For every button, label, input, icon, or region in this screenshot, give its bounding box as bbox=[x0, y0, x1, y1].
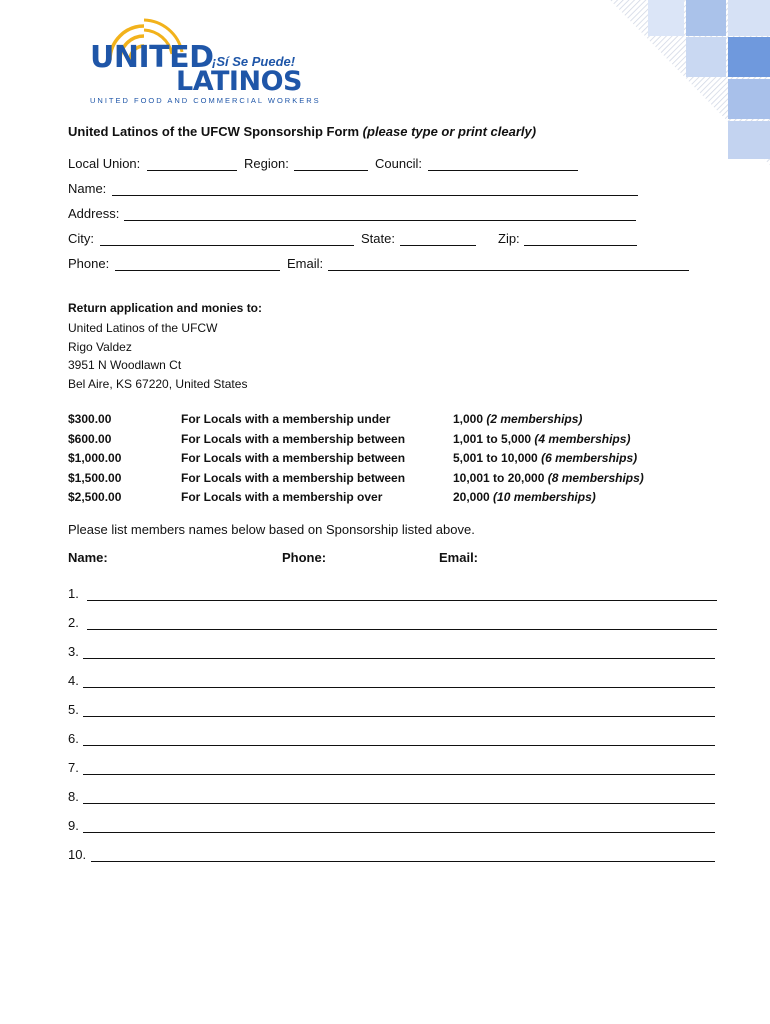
form-title-text: United Latinos of the UFCW Sponsorship Form bbox=[68, 124, 360, 139]
address-field[interactable] bbox=[124, 220, 636, 221]
members-header-name: Name: bbox=[68, 550, 108, 565]
members-instruction: Please list members names below based on Sponsorship listed above. bbox=[68, 522, 475, 537]
tier-description: For Locals with a membership over bbox=[181, 490, 383, 504]
tier-price: $300.00 bbox=[68, 412, 112, 426]
members-header-phone: Phone: bbox=[282, 550, 327, 565]
tier-range: 10,001 to 20,000 (8 memberships) bbox=[453, 470, 644, 485]
tier-price: $1,000.00 bbox=[68, 451, 122, 465]
tier-price: $600.00 bbox=[68, 431, 112, 446]
corner-decoration bbox=[600, 0, 770, 170]
member-row-number: 1. bbox=[68, 586, 79, 601]
member-row-line[interactable] bbox=[83, 832, 715, 833]
tier-price: $2,500.00 bbox=[68, 490, 122, 504]
tier-range: 1,000 (2 memberships) bbox=[453, 412, 583, 426]
united-latinos-logo bbox=[90, 12, 321, 107]
member-row-line[interactable] bbox=[83, 774, 715, 775]
members-header-email: Email: bbox=[439, 550, 479, 565]
region-label: Region: bbox=[244, 156, 289, 171]
member-row-number: 9. bbox=[68, 818, 79, 833]
tier-price: $1,500.00 bbox=[68, 470, 122, 485]
member-row-line[interactable] bbox=[83, 687, 715, 688]
form-title bbox=[68, 124, 536, 139]
return-line: 3951 N Woodlawn Ct bbox=[68, 358, 182, 372]
email-field[interactable] bbox=[328, 270, 689, 271]
address-label: Address: bbox=[68, 206, 120, 221]
return-line: Rigo Valdez bbox=[68, 339, 132, 354]
member-row-number: 5. bbox=[68, 702, 79, 717]
member-row-number: 7. bbox=[68, 760, 79, 775]
return-line: United Latinos of the UFCW bbox=[68, 321, 218, 335]
member-row-line[interactable] bbox=[83, 716, 715, 717]
member-row-number: 10. bbox=[68, 847, 87, 862]
tier-range: 5,001 to 10,000 (6 memberships) bbox=[453, 451, 638, 465]
zip-label: Zip: bbox=[498, 231, 520, 246]
city-label: City: bbox=[68, 231, 94, 246]
phone-field[interactable] bbox=[115, 270, 280, 271]
member-row-number: 6. bbox=[68, 731, 79, 746]
return-heading: Return application and monies to: bbox=[68, 301, 263, 315]
tier-description: For Locals with a membership between bbox=[181, 470, 406, 485]
member-row-line[interactable] bbox=[83, 803, 715, 804]
tier-description: For Locals with a membership under bbox=[181, 412, 391, 426]
member-row-number: 2. bbox=[68, 615, 79, 630]
return-address-block bbox=[68, 319, 247, 393]
tier-description: For Locals with a membership between bbox=[181, 431, 406, 446]
local-union-label: Local Union: bbox=[68, 156, 141, 171]
member-row-line[interactable] bbox=[83, 658, 715, 659]
tier-range: 20,000 (10 memberships) bbox=[453, 490, 596, 504]
tier-description: For Locals with a membership between bbox=[181, 451, 406, 465]
zip-field[interactable] bbox=[524, 245, 637, 246]
sponsorship-tiers bbox=[0, 412, 770, 512]
member-row-number: 4. bbox=[68, 673, 79, 688]
return-line: Bel Aire, KS 67220, United States bbox=[68, 376, 248, 391]
email-label: Email: bbox=[287, 256, 324, 271]
logo-tagline: ¡Sí Se Puede! bbox=[212, 54, 296, 69]
logo-subtitle: UNITED FOOD AND COMMERCIAL WORKERS bbox=[90, 96, 321, 105]
city-field[interactable] bbox=[100, 245, 354, 246]
tier-range: 1,001 to 5,000 (4 memberships) bbox=[453, 431, 631, 446]
council-field[interactable] bbox=[428, 170, 578, 171]
region-field[interactable] bbox=[294, 170, 368, 171]
council-label: Council: bbox=[375, 156, 422, 171]
phone-label: Phone: bbox=[68, 256, 110, 271]
local-union-field[interactable] bbox=[147, 170, 237, 171]
logo-word-latinos: LATINOS bbox=[176, 66, 302, 97]
member-row-line[interactable] bbox=[83, 745, 715, 746]
member-row-line[interactable] bbox=[87, 629, 717, 630]
name-field[interactable] bbox=[112, 195, 638, 196]
name-label: Name: bbox=[68, 181, 107, 196]
form-title-note: (please type or print clearly) bbox=[362, 124, 537, 139]
member-row-line[interactable] bbox=[87, 600, 717, 601]
state-label: State: bbox=[361, 231, 395, 246]
member-row-number: 8. bbox=[68, 789, 79, 804]
member-row-number: 3. bbox=[68, 644, 79, 659]
logo-word-united: UNITED bbox=[90, 40, 214, 75]
member-row-line[interactable] bbox=[91, 861, 715, 862]
state-field[interactable] bbox=[400, 245, 476, 246]
